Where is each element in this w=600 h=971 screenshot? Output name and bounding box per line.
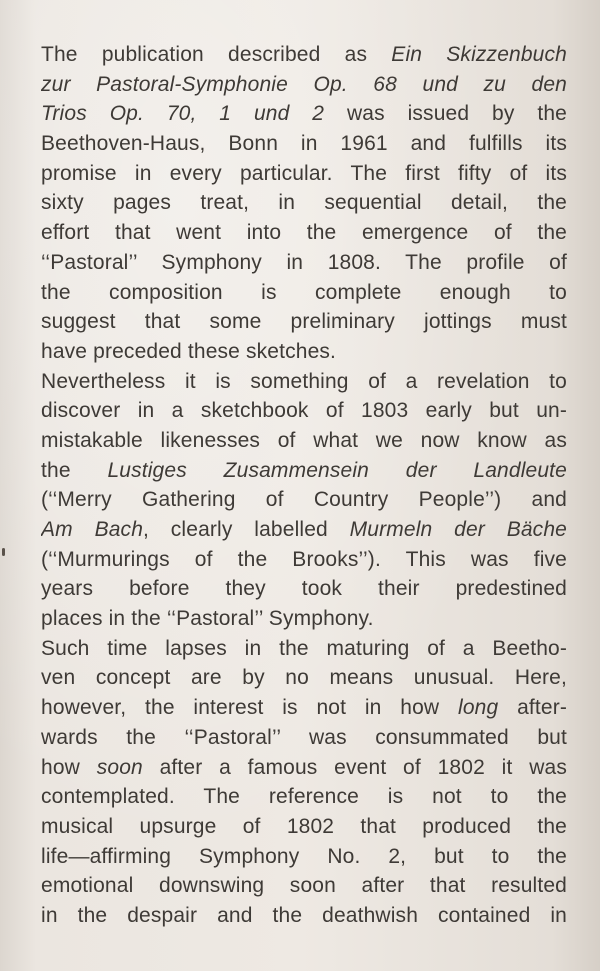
text-line [41,99,567,129]
text-run: ven concept are by no means unusual. Here, [41,666,567,690]
text-line [41,901,567,931]
text-line [41,129,567,159]
italic-text-run: long [458,696,499,720]
text-line [41,426,567,456]
italic-text-run: Ein Skizzenbuch [391,43,567,66]
italic-text-run: Murmeln der Bäche [349,518,567,541]
text-run: mistakable likenesses of what we now know as [41,428,567,452]
text-line [41,871,567,901]
text-run: after a famous event of 1802 it was [142,755,567,779]
text-run: places in the ‘‘Pastoral’’ Symphony. [41,607,374,631]
text-line [41,159,567,189]
text-line [41,278,567,308]
text-run: life—affirming Symphony No. 2, but to the [41,844,567,868]
text-run: emotional downswing soon after that resulted [41,874,567,898]
text-line [41,663,567,693]
text-line [41,545,567,575]
text-line [41,753,567,783]
text-run: promise in every particular. The first fifty of its [41,161,567,185]
text-line [41,218,567,248]
text-line [41,842,567,872]
text-line [41,515,567,545]
text-run: the composition is complete enough to [41,280,567,304]
margin-mark [2,548,5,556]
text-run: was issued by the [324,102,567,126]
text-run: years before they took their predestined [41,577,567,601]
text-run: the [41,458,108,482]
text-run: Nevertheless it is something of a revelation to [41,369,567,393]
text-line [41,812,567,842]
text-run: sixty pages treat, in sequential detail, the [41,191,567,215]
text-line [41,307,567,337]
text-line [41,337,567,367]
text-run: Beethoven-Haus, Bonn in 1961 and fulfills its [41,132,567,156]
text-line [41,782,567,812]
italic-text-run: zur Pastoral-Symphonie Op. 68 und zu den [41,72,567,96]
text-run: discover in a sketchbook of 1803 early but un- [41,399,567,423]
text-run: suggest that some preliminary jottings must [41,310,567,334]
text-run: how [41,755,97,779]
text-line [41,723,567,753]
text-line [41,456,567,486]
text-line [41,248,567,278]
text-line [41,70,567,100]
text-run: wards the ‘‘Pastoral’’ was consummated but [41,725,567,749]
italic-text-run: soon [96,755,143,779]
text-line [41,693,567,723]
text-line [41,396,567,426]
text-run: contemplated. The reference is not to the [41,785,567,809]
text-line [41,634,567,664]
text-run: ‘‘Pastoral’’ Symphony in 1808. The profile of [41,250,567,274]
text-run: , clearly labelled [143,518,350,541]
text-run: Such time lapses in the maturing of a Beetho- [41,636,567,660]
text-run: have preceded these sketches. [41,339,337,363]
text-run: in the despair and the deathwish contained in [41,903,567,927]
text-run: (‘‘Murmurings of the Brooks’’). This was five [41,547,567,571]
text-run: however, the interest is not in how [41,696,459,720]
text-run: The publication described as [41,43,392,66]
italic-text-run: Am Bach [41,518,144,541]
text-line [41,40,567,70]
text-run: (‘‘Merry Gathering of Country People’’) and [41,488,567,512]
text-line [41,485,567,515]
text-line [41,188,567,218]
text-line [41,604,567,634]
text-run: after- [498,696,567,720]
italic-text-run: Lustiges Zusammensein der Landleute [107,458,567,482]
text-line [41,574,567,604]
page-body-text [41,40,567,931]
text-run: musical upsurge of 1802 that produced the [41,814,567,838]
italic-text-run: Trios Op. 70, 1 und 2 [41,102,325,126]
text-run: effort that went into the emergence of the [41,221,567,245]
text-line [41,367,567,397]
